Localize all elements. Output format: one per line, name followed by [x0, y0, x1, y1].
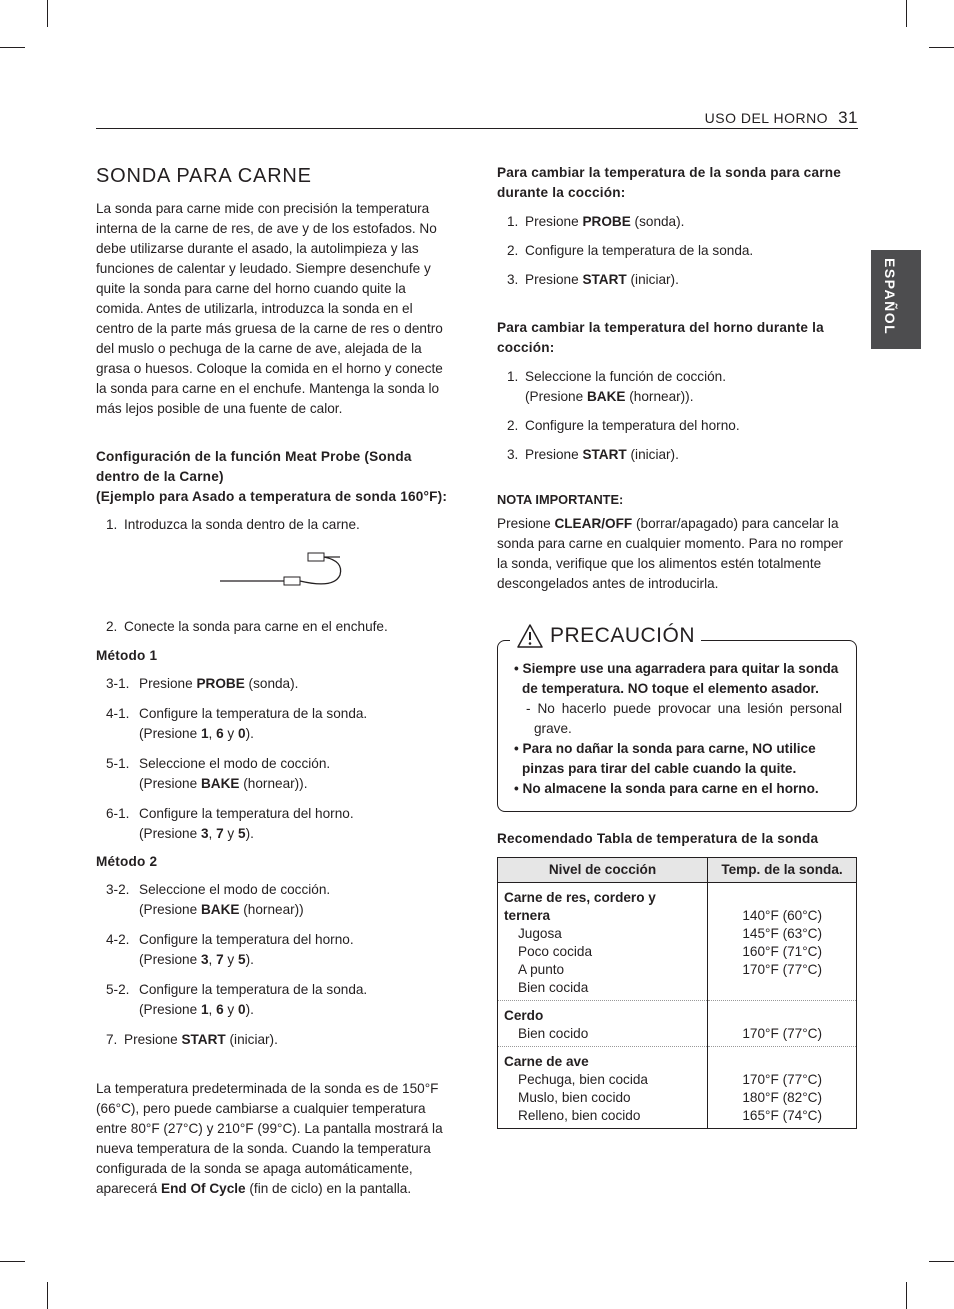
meat-probe-illustration [216, 547, 346, 593]
step-item: 3. Presione START (iniciar). [507, 447, 679, 462]
step-item: 3-2. Seleccione el modo de cocción. (Presione BAKE (hornear)) [106, 882, 331, 917]
step-item: 6-1. Configure la temperatura del horno. (Presione 3, 7 y 5). [106, 806, 354, 841]
method-1-heading: Método 1 [96, 648, 158, 663]
caution-item: • Siempre use una agarradera para quitar la sonda de temperatura. NO toque el elemento asador. [514, 661, 839, 696]
warning-icon [516, 623, 544, 649]
step-item: 4-2. Configure la temperatura del horno. (Presione 3, 7 y 5). [106, 932, 354, 967]
note-heading: NOTA IMPORTANTE: [497, 492, 624, 507]
header-rule [96, 128, 858, 129]
crop-mark [929, 47, 954, 48]
probe-change-heading: Para cambiar la temperatura de la sonda para carne durante la cocción: [497, 165, 841, 200]
intro-paragraph: La sonda para carne mide con precisión la temperatura interna de la carne de res, de ave y de los estofados. No debe utilizarse durante el asado, la autolimpieza y las funciones de calentar y leudado. Siempre desenchufe y quite la sonda para carne del horno cuando quite la comida. Antes de utilizarla, introduzca la sonda en el centro de la parte más gruesa de la carne de res o dentro del muslo o pechuga de la carne de ave, alejada de la grasa o huesos. Coloque la comida en el horno y conecte la sonda para carne en el enchufe. Mantenga la sonda lo más lejos posible de una fuente de calor. [96, 201, 443, 416]
step-item: 4-1. Configure la temperatura de la sonda. (Presione 1, 6 y 0). [106, 706, 368, 741]
method-2-heading: Método 2 [96, 854, 158, 869]
section-heading: SONDA PARA CARNE [96, 165, 312, 187]
caution-item: • No almacene la sonda para carne en el horno. [514, 781, 819, 796]
table-row: Cerdo Bien cocido 170°F (77°C) [498, 1001, 857, 1047]
step-item: 5-2. Configure la temperatura de la sonda. (Presione 1, 6 y 0). [106, 982, 368, 1017]
config-heading: Configuración de la función Meat Probe (Sonda dentro de la Carne) [96, 449, 412, 484]
left-column [96, 163, 454, 1199]
config-subheading: (Ejemplo para Asado a temperatura de sonda 160°F): [96, 489, 448, 504]
language-tab [871, 250, 921, 349]
table-row: Carne de res, cordero y ternera Jugosa Poco cocida A punto Bien cocida 140°F (60°C) 145°F (63°C) 160°F (71°C) 170°F (77°C) [498, 883, 857, 1001]
page-number: 31 [838, 108, 858, 127]
caution-title: PRECAUCIÓN [510, 623, 701, 649]
caution-box [497, 624, 857, 812]
step-item: 2. Configure la temperatura del horno. [507, 418, 740, 433]
table-header: Temp. de la sonda. [708, 858, 857, 883]
step-item: 3-1. Presione PROBE (sonda). [106, 676, 299, 691]
closing-paragraph: La temperatura predeterminada de la sonda es de 150°F (66°C), pero puede cambiarse a cualquier temperatura entre 80°F (27°C) y 210°F (99°C). La pantalla mostrará la nueva temperatura de la sonda. Cuando la temperatura configurada de la sonda se apaga automáticamente, aparecerá End Of Cycle (fin de ciclo) en la pantalla. [96, 1081, 443, 1196]
page-header [705, 108, 858, 128]
table-row: Carne de ave Pechuga, bien cocida Muslo, bien cocido Relleno, bien cocido 170°F (77°C) 180°F (82°C) 165°F (74°C) [498, 1047, 857, 1129]
section-title: USO DEL HORNO [704, 110, 829, 126]
crop-mark [929, 1261, 954, 1262]
table-header: Nivel de cocción [498, 858, 708, 883]
crop-mark [47, 1282, 48, 1309]
step-item: 2. Conecte la sonda para carne en el enchufe. [106, 619, 388, 634]
caution-item: • Para no dañar la sonda para carne, NO utilice pinzas para tirar del cable cuando la quite. [514, 741, 816, 776]
step-item: 3. Presione START (iniciar). [507, 272, 679, 287]
step-item: 1. Introduzca la sonda dentro de la carne. [106, 517, 360, 532]
probe-temperature-table [497, 857, 857, 1129]
step-item: 7. Presione START (iniciar). [106, 1032, 278, 1047]
crop-mark [906, 1282, 907, 1309]
language-tab-label: ESPAÑOL [882, 258, 898, 336]
crop-mark [47, 0, 48, 27]
caution-subitem: - No hacerlo puede provocar una lesión personal grave. [526, 701, 842, 736]
step-item: 5-1. Seleccione el modo de cocción. (Presione BAKE (hornear)). [106, 756, 331, 791]
crop-mark [0, 1261, 25, 1262]
note-paragraph: Presione CLEAR/OFF (borrar/apagado) para cancelar la sonda para carne en cualquier momento. Para no romper la sonda, verifique que los alimentos estén totalmente descongelados antes de introducirla. [497, 516, 844, 591]
crop-mark [906, 0, 907, 27]
step-item: 1. Presione PROBE (sonda). [507, 214, 685, 229]
oven-change-heading: Para cambiar la temperatura del horno durante la cocción: [497, 320, 824, 355]
crop-mark [0, 47, 25, 48]
step-item: 2. Configure la temperatura de la sonda. [507, 243, 754, 258]
step-item: 1. Seleccione la función de cocción. (Presione BAKE (hornear)). [507, 369, 727, 404]
right-column [497, 163, 857, 1129]
table-title: Recomendado Tabla de temperatura de la sonda [497, 831, 819, 846]
